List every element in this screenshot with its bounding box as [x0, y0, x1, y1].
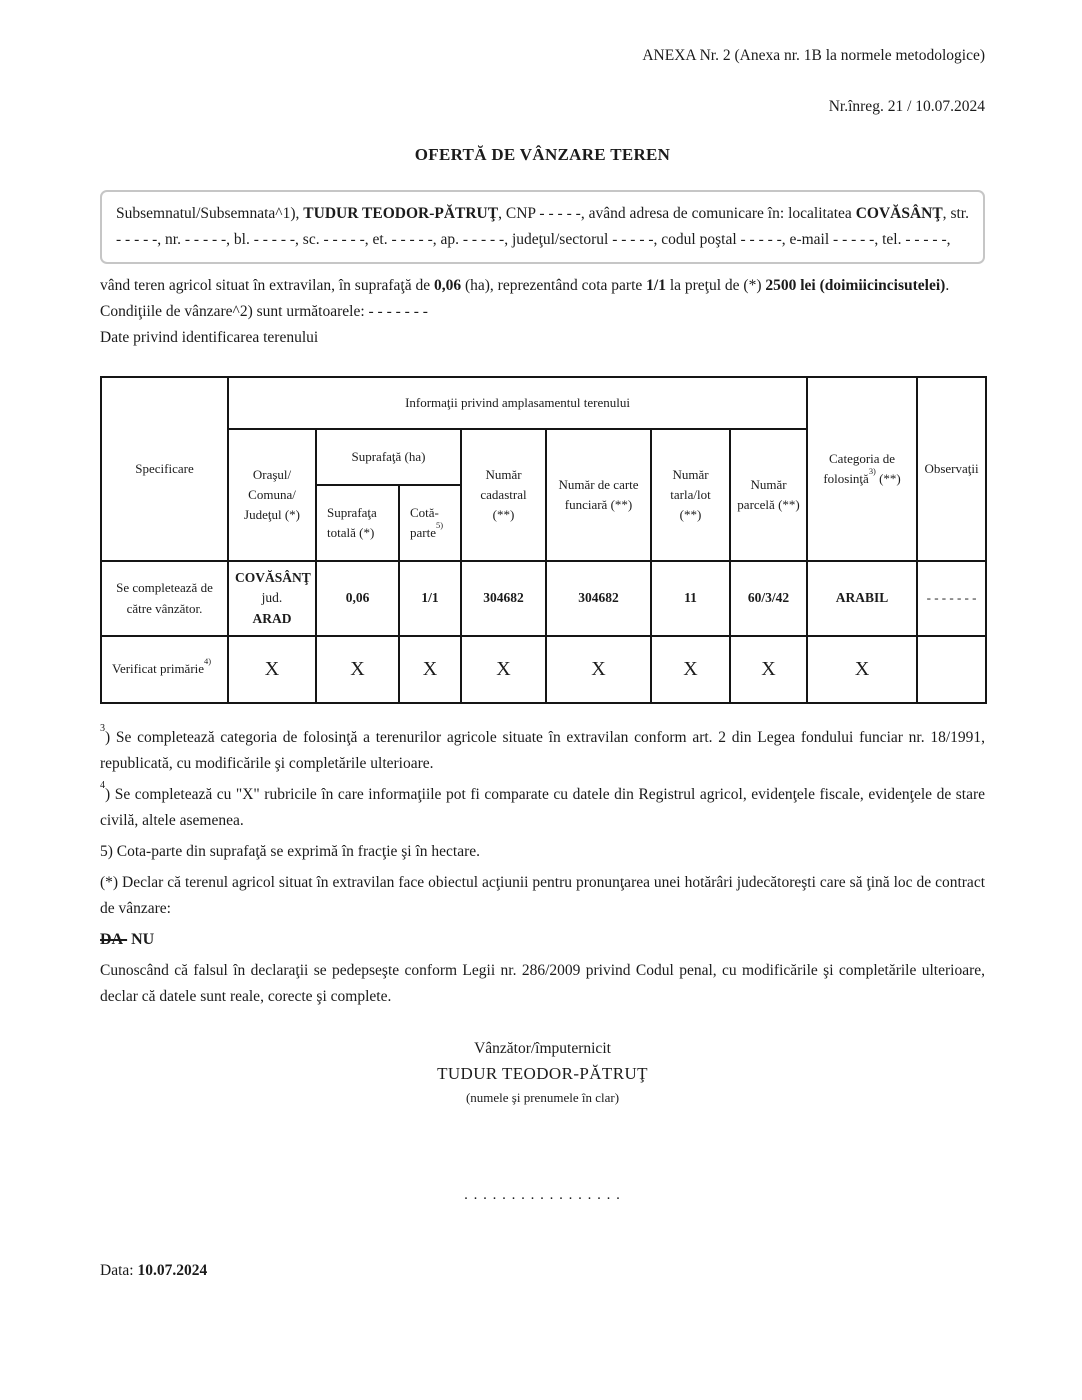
signature-dotted-line: . . . . . . . . . . . . . . . . .	[464, 1187, 621, 1203]
text-segment: COVĂSÂNŢ	[855, 205, 943, 222]
da-nu-choice	[100, 927, 985, 953]
cell-x-cadastral: X	[461, 636, 546, 703]
cell-x-suprafata: X	[316, 636, 399, 703]
cell-nr-parcela: 60/3/42	[730, 561, 807, 636]
col-header-categoria	[807, 377, 917, 561]
sale-declaration-text	[100, 273, 985, 299]
text-segment: DA	[100, 931, 128, 948]
col-header-cota-parte	[399, 485, 461, 561]
registration-number: Nr.înreg. 21 / 10.07.2024	[828, 98, 985, 115]
penal-declaration: Cunoscând că falsul în declaraţii se pedepseşte conform Legii nr. 286/2009 privind Codul penal, cu modificările şi completările ulterioare, declar că datele sunt reale, corecte şi complete.	[100, 962, 985, 1005]
text-segment: jud.	[261, 590, 283, 606]
text-segment: Verificat primărie	[112, 661, 205, 677]
text-segment: la preţul de (*)	[665, 277, 766, 294]
land-identification-table	[100, 376, 987, 704]
footnotes-block	[100, 725, 985, 1010]
text-segment: vând teren agricol situat în extravilan, în suprafaţă de	[100, 277, 434, 294]
row-label-seller: Se completează de către vânzător.	[101, 561, 228, 636]
cell-nr-tarla: 11	[651, 561, 730, 636]
col-group-header-info: Informaţii privind amplasamentul terenului	[228, 377, 807, 429]
text-segment: TUDUR TEODOR-PĂTRUŢ	[303, 205, 499, 222]
text-segment: 4)	[204, 656, 212, 667]
cell-suprafata-totala: 0,06	[316, 561, 399, 636]
col-header-observatii: Observaţii	[917, 377, 986, 561]
land-identification-heading: Date privind identificarea terenului	[100, 329, 319, 346]
footnote-5: 5) Cota-parte din suprafaţă se exprimă în fracţie şi în hectare.	[100, 843, 481, 860]
col-header-nr-parcela: Număr parcelă (**)	[730, 429, 807, 561]
cell-cota-parte: 1/1	[399, 561, 461, 636]
table-row-verify	[101, 636, 986, 703]
signature-name: TUDUR TEODOR-PĂTRUŢ	[437, 1064, 648, 1083]
text-segment: NU	[131, 931, 155, 948]
col-header-oras	[228, 429, 316, 561]
footnote-4	[100, 782, 985, 834]
text-segment: , CNP - - - - -, având adresa de comunicare în: localitatea	[498, 205, 856, 222]
cell-location	[228, 561, 316, 636]
text-segment: ARAD	[252, 610, 292, 626]
seller-identity-box	[100, 190, 985, 264]
signature-block	[100, 1036, 985, 1109]
cell-x-parcela: X	[730, 636, 807, 703]
col-header-suprafata-totala: Suprafaţa totală (*)	[316, 485, 399, 561]
text-segment: Categoria de folosinţă	[823, 450, 896, 486]
text-segment: Subsemnatul/Subsemnata^1),	[116, 205, 304, 222]
text-segment: Cotă-parte	[410, 504, 439, 540]
col-header-specificare: Specificare	[101, 377, 228, 561]
cell-x-carte: X	[546, 636, 651, 703]
cell-categoria: ARABIL	[807, 561, 917, 636]
col-header-nr-cadastral: Număr cadastral (**)	[461, 429, 546, 561]
annex-heading: ANEXA Nr. 2 (Anexa nr. 1B la normele metodologice)	[642, 47, 985, 64]
text-segment: 2500 lei	[765, 277, 816, 294]
cell-x-categoria: X	[807, 636, 917, 703]
text-segment: 3	[100, 723, 106, 735]
cell-x-oras: X	[228, 636, 316, 703]
text-segment: 0,06	[433, 277, 462, 294]
text-segment: (doimiicincisutelei)	[819, 277, 946, 294]
court-declaration: (*) Declar că terenul agricol situat în extravilan face obiectul acţiunii pentru pronunţarea unei hotărâri judecătoreşti care să ţină loc de contract de vânzare:	[100, 874, 985, 917]
text-segment: ) Se completează categoria de folosinţă a terenurilor agricole situate în extravilan conform art. 2 din Legea fondului funciar nr. 18/1991, republicată, cu modificările şi completările ulterioare.	[100, 729, 985, 772]
text-segment: 1/1	[646, 277, 666, 294]
table-row-seller	[101, 561, 986, 636]
text-segment: Judeţul (*)	[244, 507, 300, 523]
text-segment: 4	[100, 780, 106, 792]
sale-conditions-line: Condiţiile de vânzare^2) sunt următoarele: - - - - - - -	[100, 303, 428, 320]
cell-observatii: - - - - - - -	[917, 561, 986, 636]
seller-identity-text	[116, 201, 969, 253]
text-segment: ) Se completează cu "X" rubricile în care informaţiile pot fi comparate cu datele din Registrul agricol, evidenţele fiscale, evidenţele de stare civilă, altele asemenea.	[100, 786, 985, 829]
sale-declaration-block	[100, 273, 985, 351]
cell-x-tarla: X	[651, 636, 730, 703]
text-segment: , str. - - - - -, nr. - - - - -, bl. - - - - -, sc. - - - - -, et. - - - - -, ap. - - - - -, judeţul/sectorul - - - - -, codul poştal - - - - -, e-mail - - - - -, tel. - - - - -,	[116, 205, 969, 248]
cell-x-observatii	[917, 636, 986, 703]
text-segment: 5)	[435, 519, 444, 530]
signature-role: Vânzător/împuternicit	[474, 1040, 611, 1057]
text-segment: (**)	[875, 471, 901, 486]
col-header-nr-tarla: Număr tarla/lot (**)	[651, 429, 730, 561]
col-header-suprafata-ha: Suprafaţă (ha)	[316, 429, 461, 485]
text-segment: 3)	[868, 465, 876, 476]
cell-x-cota: X	[399, 636, 461, 703]
text-segment: (ha), reprezentând cota parte	[461, 277, 647, 294]
document-title: OFERTĂ DE VÂNZARE TEREN	[414, 145, 671, 164]
cell-nr-carte: 304682	[546, 561, 651, 636]
cell-nr-cadastral: 304682	[461, 561, 546, 636]
text-segment: Comuna/	[248, 486, 296, 502]
date-line	[100, 1262, 985, 1280]
col-header-nr-carte: Număr de carte funciară (**)	[546, 429, 651, 561]
date-label: Data:	[100, 1262, 138, 1279]
footnote-3	[100, 725, 985, 777]
signature-note: (numele şi prenumele în clar)	[465, 1090, 620, 1105]
text-segment: Oraşul/	[252, 466, 292, 482]
row-label-verificat	[101, 636, 228, 703]
text-segment: .	[945, 277, 950, 294]
date-value: 10.07.2024	[137, 1262, 208, 1279]
text-segment: COVĂSÂNŢ	[235, 570, 311, 586]
